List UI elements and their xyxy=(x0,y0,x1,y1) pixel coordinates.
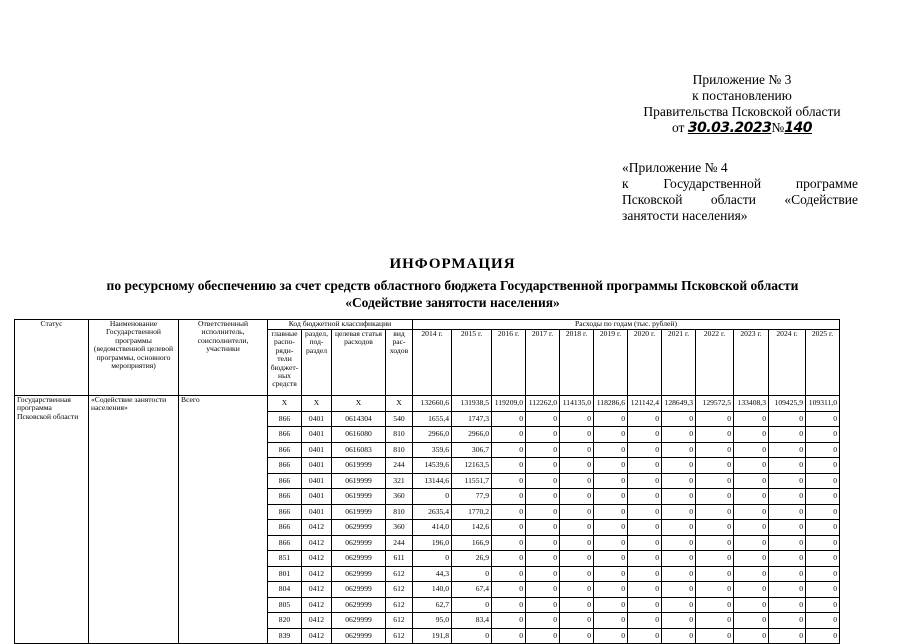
appendix-4-block xyxy=(622,160,858,224)
code-cell: 866 xyxy=(268,535,302,551)
handwritten-number: 140 xyxy=(784,120,813,136)
amount-cell: 0 xyxy=(806,427,840,443)
amount-cell: 0 xyxy=(492,473,526,489)
amount-cell: 0 xyxy=(696,442,734,458)
amount-cell: 0 xyxy=(628,427,662,443)
amount-cell: 109311,0 xyxy=(806,396,840,412)
amount-cell: 77,9 xyxy=(452,489,492,505)
amount-cell: 359,6 xyxy=(413,442,452,458)
code-cell: 820 xyxy=(268,613,302,629)
header-year: 2025 г. xyxy=(806,330,840,396)
amount-cell: 0 xyxy=(594,613,628,629)
header-year: 2016 г. xyxy=(492,330,526,396)
amount-cell: 0 xyxy=(734,628,769,644)
program-name-cell: «Содействие занятости населения» xyxy=(89,396,179,644)
amount-cell: 166,9 xyxy=(452,535,492,551)
amount-cell: 0 xyxy=(560,535,594,551)
header-expense-group: Расходы по годам (тыс. рублей) xyxy=(413,320,840,330)
amount-cell: 67,4 xyxy=(452,582,492,598)
header-executor: Ответственный исполнитель, соисполнители, участники xyxy=(179,320,268,396)
code-cell: 360 xyxy=(386,489,413,505)
header-code-col: вид рас- ходов xyxy=(386,330,413,396)
amount-cell: 0 xyxy=(769,613,806,629)
amount-cell: 0 xyxy=(662,613,696,629)
amount-cell: 0 xyxy=(734,551,769,567)
amount-cell: 0 xyxy=(769,458,806,474)
amount-cell: 129572,5 xyxy=(696,396,734,412)
code-cell: 0614304 xyxy=(332,411,386,427)
code-cell: 0412 xyxy=(302,613,332,629)
code-cell: 0619999 xyxy=(332,458,386,474)
amount-cell: 0 xyxy=(734,473,769,489)
amount-cell: 2635,4 xyxy=(413,504,452,520)
from-label: от xyxy=(671,120,685,135)
appendix-3-block xyxy=(628,72,856,136)
appendix-4-line2: к Государственной программе xyxy=(622,176,858,191)
code-cell: 804 xyxy=(268,582,302,598)
code-cell: 0629999 xyxy=(332,613,386,629)
code-cell: 0412 xyxy=(302,582,332,598)
amount-cell: 0 xyxy=(806,535,840,551)
amount-cell: 119209,0 xyxy=(492,396,526,412)
amount-cell: 0 xyxy=(662,458,696,474)
code-cell: 0629999 xyxy=(332,551,386,567)
amount-cell: 0 xyxy=(560,411,594,427)
amount-cell: 133408,3 xyxy=(734,396,769,412)
amount-cell: 14539,6 xyxy=(413,458,452,474)
amount-cell: 0 xyxy=(492,582,526,598)
amount-cell: 0 xyxy=(696,582,734,598)
amount-cell: 0 xyxy=(594,473,628,489)
code-cell: 0401 xyxy=(302,489,332,505)
amount-cell: 2966,0 xyxy=(452,427,492,443)
amount-cell: 306,7 xyxy=(452,442,492,458)
amount-cell: 0 xyxy=(734,489,769,505)
amount-cell: 0 xyxy=(628,504,662,520)
code-cell: 810 xyxy=(386,442,413,458)
amount-cell: 112262,0 xyxy=(526,396,560,412)
amount-cell: 0 xyxy=(769,489,806,505)
code-cell: 810 xyxy=(386,504,413,520)
amount-cell: 0 xyxy=(806,442,840,458)
amount-cell: 0 xyxy=(769,628,806,644)
amount-cell: 0 xyxy=(696,628,734,644)
header-code-group: Код бюджетной классификации xyxy=(268,320,413,330)
amount-cell: 132660,6 xyxy=(413,396,452,412)
document-subtitle: по ресурсному обеспечению за счет средств областного бюджета Государственной программы Псковской области xyxy=(106,278,799,293)
executor-cell: Всего xyxy=(179,396,268,644)
amount-cell: 12163,5 xyxy=(452,458,492,474)
code-cell: 0401 xyxy=(302,458,332,474)
amount-cell: 0 xyxy=(734,597,769,613)
amount-cell: 0 xyxy=(526,442,560,458)
amount-cell: 0 xyxy=(662,597,696,613)
amount-cell: 0 xyxy=(734,458,769,474)
appendix-3-date-line xyxy=(628,120,856,136)
code-cell: 866 xyxy=(268,520,302,536)
amount-cell: 0 xyxy=(696,520,734,536)
amount-cell: 0 xyxy=(594,442,628,458)
amount-cell: 0 xyxy=(806,551,840,567)
amount-cell: 0 xyxy=(560,628,594,644)
amount-cell: 0 xyxy=(806,473,840,489)
amount-cell: 121142,4 xyxy=(628,396,662,412)
header-status: Статус xyxy=(15,320,89,396)
amount-cell: 0 xyxy=(492,566,526,582)
amount-cell: 0 xyxy=(560,582,594,598)
amount-cell: 0 xyxy=(806,597,840,613)
amount-cell: 0 xyxy=(628,613,662,629)
amount-cell: 0 xyxy=(628,411,662,427)
appendix-4-title: «Приложение № 4 xyxy=(622,160,728,175)
amount-cell: 0 xyxy=(696,489,734,505)
code-cell: 0629999 xyxy=(332,597,386,613)
appendix-4-line3: Псковской области «Содействие xyxy=(622,192,858,207)
amount-cell: 0 xyxy=(492,597,526,613)
amount-cell: 0 xyxy=(594,504,628,520)
code-cell: 0619999 xyxy=(332,489,386,505)
amount-cell: 0 xyxy=(628,628,662,644)
amount-cell: 1747,3 xyxy=(452,411,492,427)
amount-cell: 109425,9 xyxy=(769,396,806,412)
header-year: 2018 г. xyxy=(560,330,594,396)
amount-cell: 128649,3 xyxy=(662,396,696,412)
amount-cell: 0 xyxy=(526,427,560,443)
amount-cell: 0 xyxy=(769,582,806,598)
header-year: 2021 г. xyxy=(662,330,696,396)
code-cell: 866 xyxy=(268,504,302,520)
code-cell: 866 xyxy=(268,442,302,458)
amount-cell: 191,8 xyxy=(413,628,452,644)
amount-cell: 62,7 xyxy=(413,597,452,613)
amount-cell: 0 xyxy=(526,458,560,474)
amount-cell: 142,6 xyxy=(452,520,492,536)
amount-cell: 131938,5 xyxy=(452,396,492,412)
amount-cell: 0 xyxy=(594,411,628,427)
amount-cell: 0 xyxy=(594,566,628,582)
amount-cell: 0 xyxy=(526,597,560,613)
amount-cell: 0 xyxy=(526,520,560,536)
amount-cell: 0 xyxy=(492,442,526,458)
code-cell: X xyxy=(268,396,302,412)
amount-cell: 0 xyxy=(696,504,734,520)
amount-cell: 0 xyxy=(594,628,628,644)
amount-cell: 2966,0 xyxy=(413,427,452,443)
amount-cell: 0 xyxy=(696,473,734,489)
amount-cell: 0 xyxy=(526,411,560,427)
amount-cell: 95,0 xyxy=(413,613,452,629)
code-cell: 0629999 xyxy=(332,582,386,598)
code-cell: 0629999 xyxy=(332,520,386,536)
amount-cell: 0 xyxy=(492,520,526,536)
amount-cell: 0 xyxy=(628,520,662,536)
amount-cell: 0 xyxy=(594,551,628,567)
header-code-col: главные распо- ряди- тели бюджет- ных средств xyxy=(268,330,302,396)
amount-cell: 0 xyxy=(696,458,734,474)
amount-cell: 0 xyxy=(769,535,806,551)
amount-cell: 0 xyxy=(806,613,840,629)
amount-cell: 0 xyxy=(662,442,696,458)
amount-cell: 0 xyxy=(662,566,696,582)
code-cell: 611 xyxy=(386,551,413,567)
amount-cell: 44,3 xyxy=(413,566,452,582)
amount-cell: 0 xyxy=(628,535,662,551)
amount-cell: 0 xyxy=(628,551,662,567)
amount-cell: 0 xyxy=(696,613,734,629)
amount-cell: 0 xyxy=(492,411,526,427)
code-cell: 612 xyxy=(386,613,413,629)
amount-cell: 0 xyxy=(806,489,840,505)
code-cell: 839 xyxy=(268,628,302,644)
code-cell: 360 xyxy=(386,520,413,536)
amount-cell: 0 xyxy=(628,473,662,489)
amount-cell: 0 xyxy=(662,520,696,536)
amount-cell: 0 xyxy=(492,504,526,520)
amount-cell: 0 xyxy=(560,442,594,458)
amount-cell: 0 xyxy=(734,520,769,536)
amount-cell: 118286,6 xyxy=(594,396,628,412)
amount-cell: 0 xyxy=(662,473,696,489)
amount-cell: 0 xyxy=(662,504,696,520)
code-cell: 0401 xyxy=(302,442,332,458)
amount-cell: 0 xyxy=(769,566,806,582)
amount-cell: 0 xyxy=(662,628,696,644)
amount-cell: 0 xyxy=(594,597,628,613)
header-year: 2022 г. xyxy=(696,330,734,396)
amount-cell: 0 xyxy=(560,520,594,536)
amount-cell: 0 xyxy=(560,504,594,520)
code-cell: 851 xyxy=(268,551,302,567)
amount-cell: 0 xyxy=(628,489,662,505)
code-cell: 866 xyxy=(268,489,302,505)
amount-cell: 0 xyxy=(452,566,492,582)
amount-cell: 26,9 xyxy=(452,551,492,567)
program-name-heading: «Содействие занятости населения» xyxy=(345,295,560,310)
amount-cell: 0 xyxy=(628,442,662,458)
code-cell: 0629999 xyxy=(332,566,386,582)
amount-cell: 0 xyxy=(526,473,560,489)
header-year: 2020 г. xyxy=(628,330,662,396)
code-cell: X xyxy=(332,396,386,412)
code-cell: 0401 xyxy=(302,411,332,427)
amount-cell: 0 xyxy=(662,427,696,443)
code-cell: 866 xyxy=(268,473,302,489)
code-cell: 0619999 xyxy=(332,473,386,489)
amount-cell: 0 xyxy=(662,411,696,427)
amount-cell: 0 xyxy=(526,613,560,629)
header-code-col: раздел, под- раздел xyxy=(302,330,332,396)
amount-cell: 0 xyxy=(594,427,628,443)
amount-cell: 0 xyxy=(594,458,628,474)
code-cell: 805 xyxy=(268,597,302,613)
amount-cell: 0 xyxy=(769,411,806,427)
code-cell: X xyxy=(386,396,413,412)
amount-cell: 0 xyxy=(452,597,492,613)
amount-cell: 13144,6 xyxy=(413,473,452,489)
code-cell: X xyxy=(302,396,332,412)
amount-cell: 0 xyxy=(413,489,452,505)
amount-cell: 0 xyxy=(560,566,594,582)
amount-cell: 0 xyxy=(806,520,840,536)
header-year: 2017 г. xyxy=(526,330,560,396)
appendix-3-line3: Правительства Псковской области xyxy=(643,104,841,119)
amount-cell: 0 xyxy=(769,442,806,458)
code-cell: 612 xyxy=(386,597,413,613)
amount-cell: 0 xyxy=(526,582,560,598)
code-cell: 866 xyxy=(268,458,302,474)
amount-cell: 0 xyxy=(696,535,734,551)
amount-cell: 0 xyxy=(734,442,769,458)
amount-cell: 0 xyxy=(662,535,696,551)
amount-cell: 0 xyxy=(734,411,769,427)
header-year: 2015 г. xyxy=(452,330,492,396)
code-cell: 0619999 xyxy=(332,504,386,520)
amount-cell: 0 xyxy=(769,473,806,489)
amount-cell: 0 xyxy=(662,582,696,598)
amount-cell: 0 xyxy=(734,613,769,629)
amount-cell: 0 xyxy=(696,566,734,582)
amount-cell: 0 xyxy=(452,628,492,644)
amount-cell: 414,0 xyxy=(413,520,452,536)
amount-cell: 0 xyxy=(560,458,594,474)
code-cell: 612 xyxy=(386,628,413,644)
header-year: 2023 г. xyxy=(734,330,769,396)
appendix-3-line2: к постановлению xyxy=(692,88,792,103)
amount-cell: 0 xyxy=(492,551,526,567)
amount-cell: 11551,7 xyxy=(452,473,492,489)
amount-cell: 0 xyxy=(769,504,806,520)
amount-cell: 0 xyxy=(734,582,769,598)
amount-cell: 0 xyxy=(696,411,734,427)
amount-cell: 0 xyxy=(594,489,628,505)
amount-cell: 0 xyxy=(560,427,594,443)
appendix-4-line4: занятости населения» xyxy=(622,208,748,223)
amount-cell: 0 xyxy=(492,628,526,644)
amount-cell: 0 xyxy=(560,613,594,629)
amount-cell: 1655,4 xyxy=(413,411,452,427)
amount-cell: 0 xyxy=(769,427,806,443)
amount-cell: 0 xyxy=(734,504,769,520)
amount-cell: 140,0 xyxy=(413,582,452,598)
amount-cell: 0 xyxy=(594,582,628,598)
header-year: 2014 г. xyxy=(413,330,452,396)
code-cell: 244 xyxy=(386,535,413,551)
code-cell: 321 xyxy=(386,473,413,489)
amount-cell: 0 xyxy=(526,504,560,520)
amount-cell: 0 xyxy=(696,597,734,613)
code-cell: 0412 xyxy=(302,628,332,644)
amount-cell: 0 xyxy=(560,473,594,489)
amount-cell: 0 xyxy=(560,551,594,567)
amount-cell: 0 xyxy=(628,582,662,598)
amount-cell: 196,0 xyxy=(413,535,452,551)
code-cell: 612 xyxy=(386,566,413,582)
code-cell: 801 xyxy=(268,566,302,582)
code-cell: 0401 xyxy=(302,473,332,489)
appendix-3-title: Приложение № 3 xyxy=(692,72,792,87)
code-cell: 0616083 xyxy=(332,442,386,458)
number-sign: № xyxy=(771,120,785,135)
header-year: 2019 г. xyxy=(594,330,628,396)
code-cell: 0629999 xyxy=(332,535,386,551)
amount-cell: 83,4 xyxy=(452,613,492,629)
code-cell: 540 xyxy=(386,411,413,427)
amount-cell: 0 xyxy=(594,520,628,536)
amount-cell: 0 xyxy=(696,551,734,567)
amount-cell: 0 xyxy=(560,597,594,613)
code-cell: 612 xyxy=(386,582,413,598)
amount-cell: 0 xyxy=(492,458,526,474)
status-cell: Государственная программа Псковской области xyxy=(15,396,89,644)
document-title: ИНФОРМАЦИЯ xyxy=(389,256,516,272)
amount-cell: 0 xyxy=(526,489,560,505)
amount-cell: 0 xyxy=(806,582,840,598)
header-code-col: целевая статья расходов xyxy=(332,330,386,396)
amount-cell: 0 xyxy=(806,628,840,644)
amount-cell: 0 xyxy=(696,427,734,443)
amount-cell: 0 xyxy=(628,566,662,582)
amount-cell: 0 xyxy=(526,535,560,551)
amount-cell: 0 xyxy=(492,489,526,505)
code-cell: 0401 xyxy=(302,504,332,520)
amount-cell: 0 xyxy=(628,458,662,474)
amount-cell: 0 xyxy=(526,628,560,644)
amount-cell: 0 xyxy=(662,551,696,567)
amount-cell: 0 xyxy=(492,427,526,443)
amount-cell: 0 xyxy=(628,597,662,613)
amount-cell: 0 xyxy=(734,427,769,443)
code-cell: 866 xyxy=(268,427,302,443)
handwritten-date: 30.03.2023 xyxy=(687,120,772,136)
amount-cell: 0 xyxy=(594,535,628,551)
amount-cell: 0 xyxy=(560,489,594,505)
code-cell: 0412 xyxy=(302,566,332,582)
code-cell: 866 xyxy=(268,411,302,427)
amount-cell: 0 xyxy=(769,520,806,536)
code-cell: 244 xyxy=(386,458,413,474)
amount-cell: 0 xyxy=(769,597,806,613)
amount-cell: 0 xyxy=(526,551,560,567)
code-cell: 0616080 xyxy=(332,427,386,443)
code-cell: 0412 xyxy=(302,597,332,613)
code-cell: 0629999 xyxy=(332,628,386,644)
code-cell: 0412 xyxy=(302,520,332,536)
amount-cell: 0 xyxy=(769,551,806,567)
amount-cell: 0 xyxy=(806,458,840,474)
amount-cell: 0 xyxy=(413,551,452,567)
amount-cell: 0 xyxy=(526,566,560,582)
amount-cell: 0 xyxy=(806,504,840,520)
code-cell: 0412 xyxy=(302,551,332,567)
code-cell: 0401 xyxy=(302,427,332,443)
amount-cell: 0 xyxy=(734,566,769,582)
amount-cell: 114135,0 xyxy=(560,396,594,412)
header-name: Наименование Государственной программы (ведомственной целевой программы, основного мероприятия) xyxy=(89,320,179,396)
code-cell: 0412 xyxy=(302,535,332,551)
code-cell: 810 xyxy=(386,427,413,443)
amount-cell: 0 xyxy=(492,613,526,629)
resource-table xyxy=(14,319,840,644)
amount-cell: 0 xyxy=(492,535,526,551)
table-row xyxy=(15,396,840,412)
amount-cell: 0 xyxy=(734,535,769,551)
header-year: 2024 г. xyxy=(769,330,806,396)
amount-cell: 0 xyxy=(806,411,840,427)
amount-cell: 0 xyxy=(806,566,840,582)
amount-cell: 0 xyxy=(662,489,696,505)
amount-cell: 1770,2 xyxy=(452,504,492,520)
